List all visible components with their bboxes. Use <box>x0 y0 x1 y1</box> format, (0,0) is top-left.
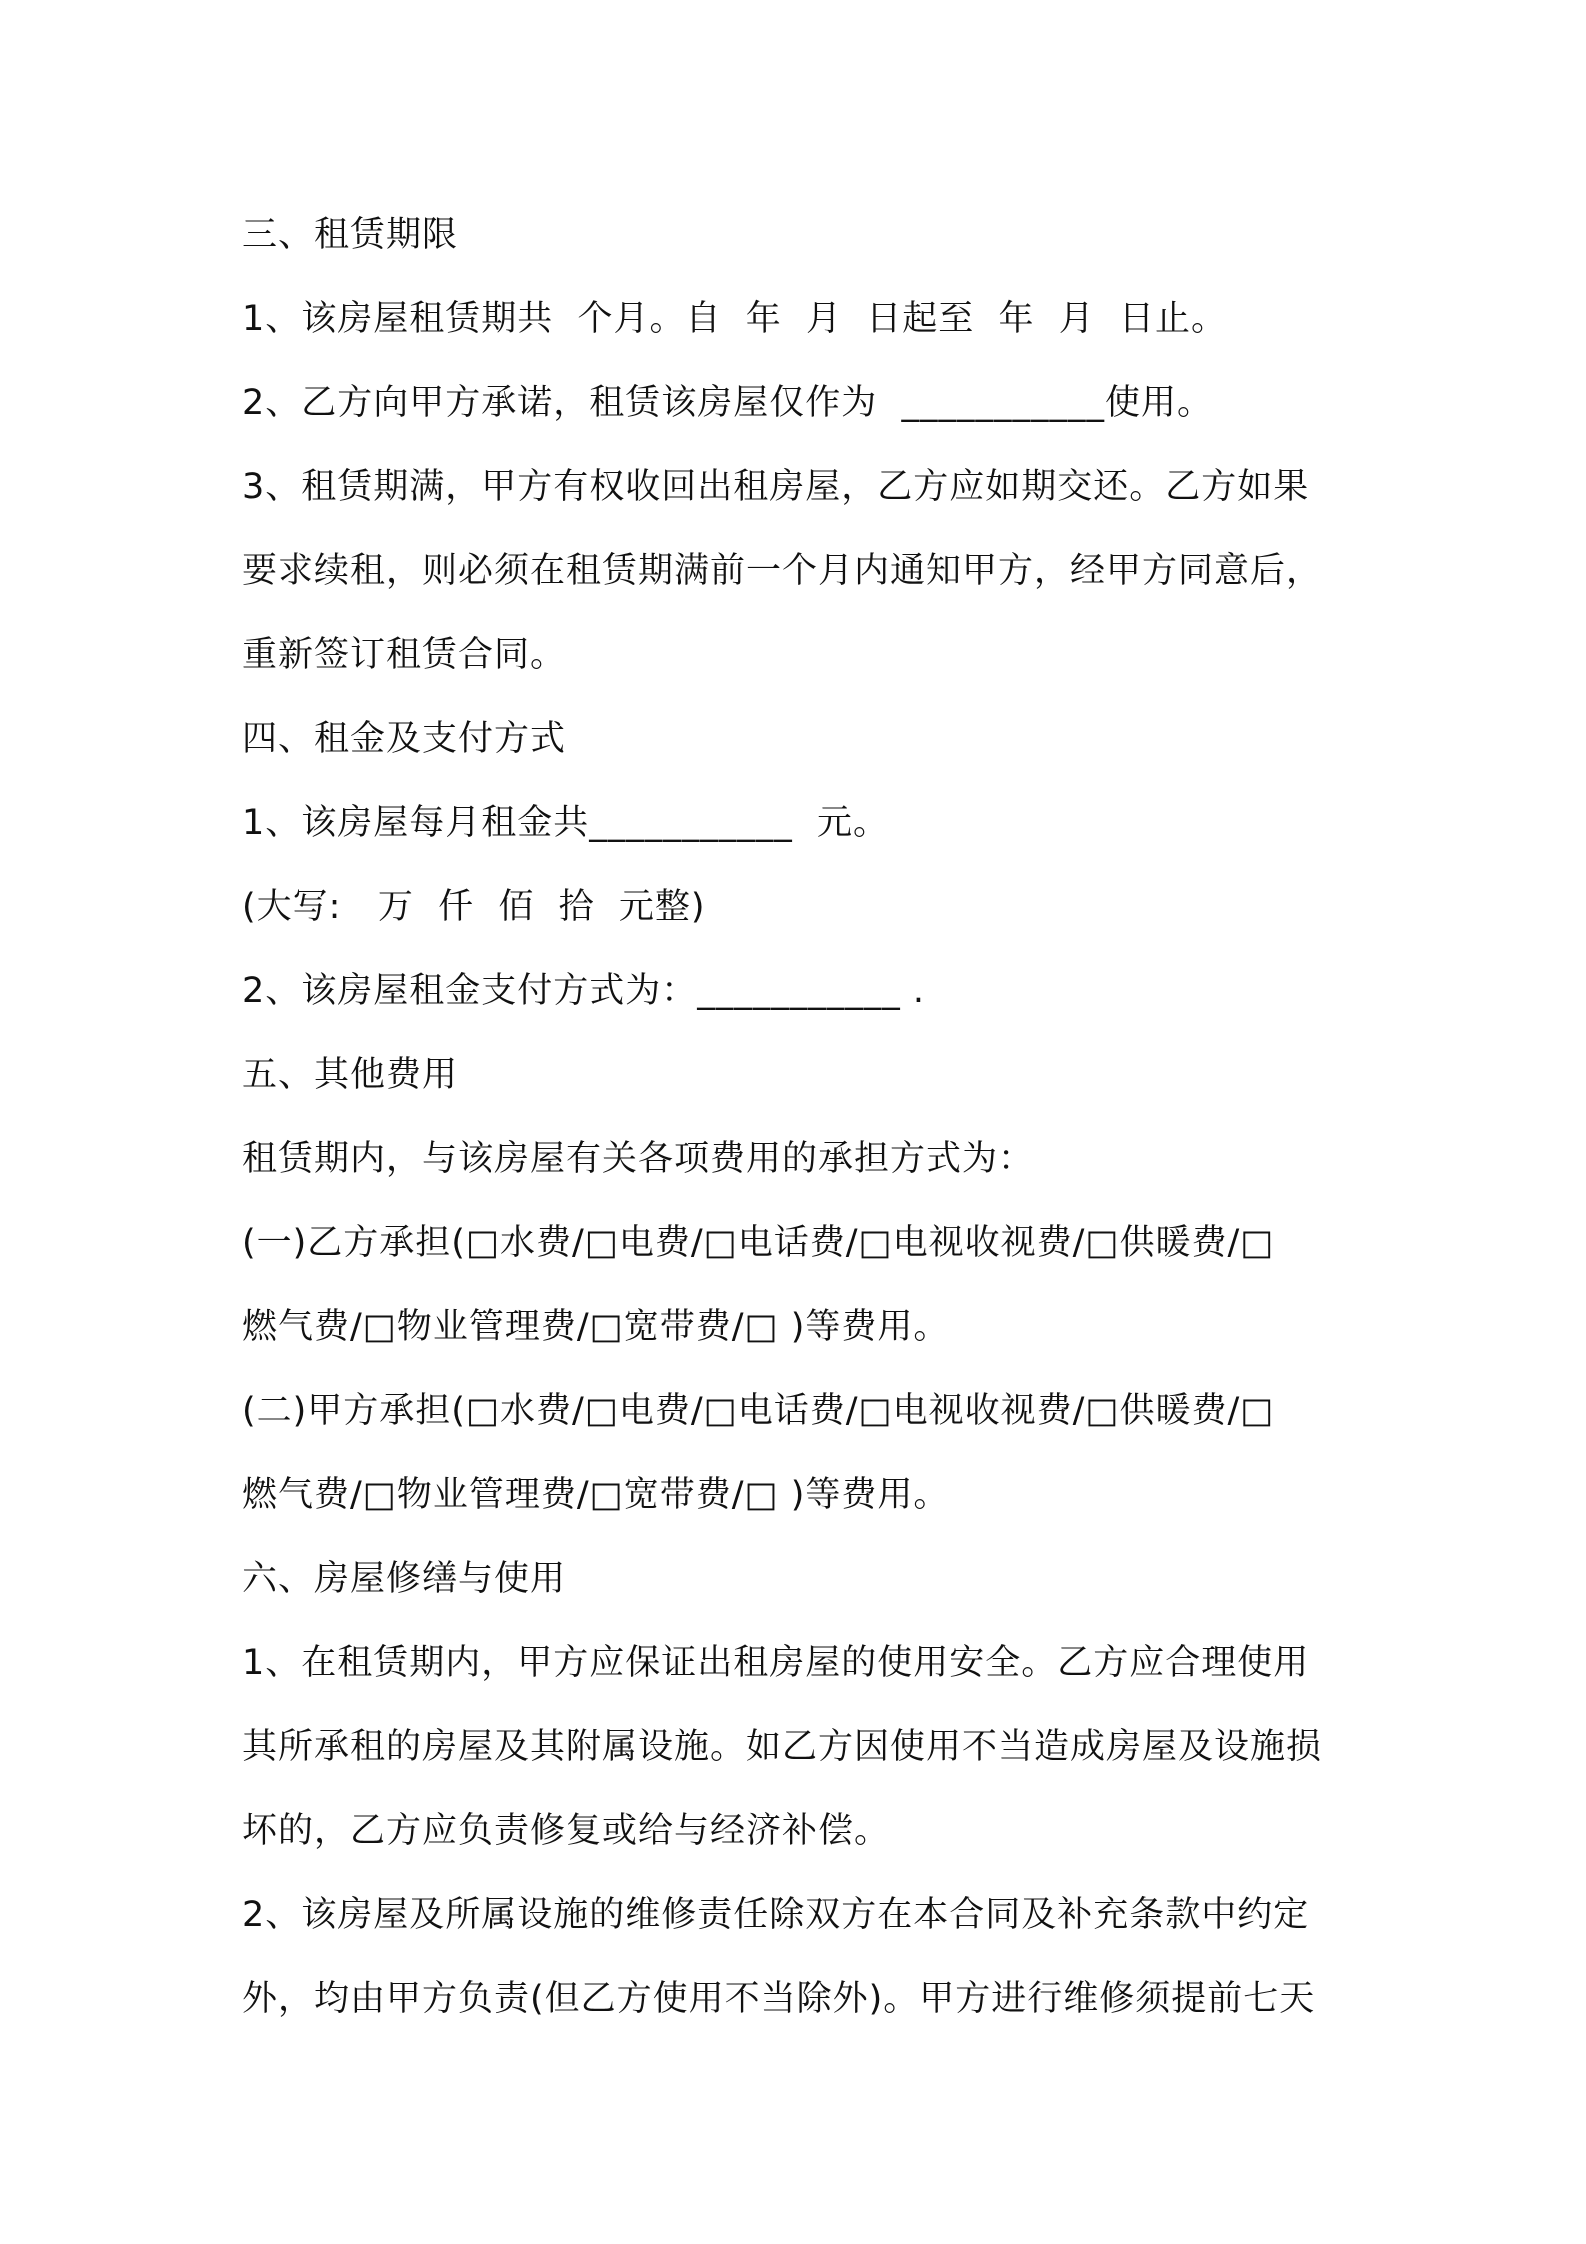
clause-monthly-rent: 1、该房屋每月租金共___________ 元。 <box>242 803 890 843</box>
clause-safety-line-1: 1、在租赁期内，甲方应保证出租房屋的使用安全。乙方应合理使用 <box>242 1643 1310 1683</box>
clause-rent-in-words: (大写: 万 仟 佰 拾 元整) <box>242 887 706 927</box>
clause-payment-method: 2、该房屋租金支付方式为：___________ . <box>242 971 926 1011</box>
clause-party-b-fees-line-2: 燃气费/□物业管理费/□宽带费/□ )等费用。 <box>242 1307 950 1347</box>
clause-party-a-fees-line-2: 燃气费/□物业管理费/□宽带费/□ )等费用。 <box>242 1475 950 1515</box>
section-heading-lease-term: 三、租赁期限 <box>242 215 459 255</box>
clause-maintenance-line-1: 2、该房屋及所属设施的维修责任除双方在本合同及补充条款中约定 <box>242 1895 1310 1935</box>
clause-usage-promise: 2、乙方向甲方承诺，租赁该房屋仅作为 ___________使用。 <box>242 383 1214 423</box>
clause-safety-line-2: 其所承租的房屋及其附属设施。如乙方因使用不当造成房屋及设施损 <box>242 1727 1323 1767</box>
clause-safety-line-3: 坏的，乙方应负责修复或给与经济补偿。 <box>242 1811 891 1851</box>
clause-party-b-fees-line-1: (一)乙方承担(□水费/□电费/□电话费/□电视收视费/□供暖费/□ <box>242 1223 1275 1263</box>
document-body <box>242 193 1352 2041</box>
section-heading-other-fees: 五、其他费用 <box>242 1055 459 1095</box>
clause-expiry-line-3: 重新签订租赁合同。 <box>242 635 567 675</box>
section-heading-rent-payment: 四、租金及支付方式 <box>242 719 567 759</box>
clause-fees-intro: 租赁期内，与该房屋有关各项费用的承担方式为： <box>242 1139 1035 1179</box>
section-heading-repair-use: 六、房屋修缮与使用 <box>242 1559 567 1599</box>
clause-lease-period: 1、该房屋租赁期共 个月。自 年 月 日起至 年 月 日止。 <box>242 299 1228 339</box>
clause-party-a-fees-line-1: (二)甲方承担(□水费/□电费/□电话费/□电视收视费/□供暖费/□ <box>242 1391 1275 1431</box>
clause-expiry-line-1: 3、租赁期满，甲方有权收回出租房屋，乙方应如期交还。乙方如果 <box>242 467 1310 507</box>
clause-expiry-line-2: 要求续租，则必须在租赁期满前一个月内通知甲方，经甲方同意后， <box>242 551 1323 591</box>
clause-maintenance-line-2: 外，均由甲方负责(但乙方使用不当除外)。甲方进行维修须提前七天 <box>242 1979 1316 2019</box>
